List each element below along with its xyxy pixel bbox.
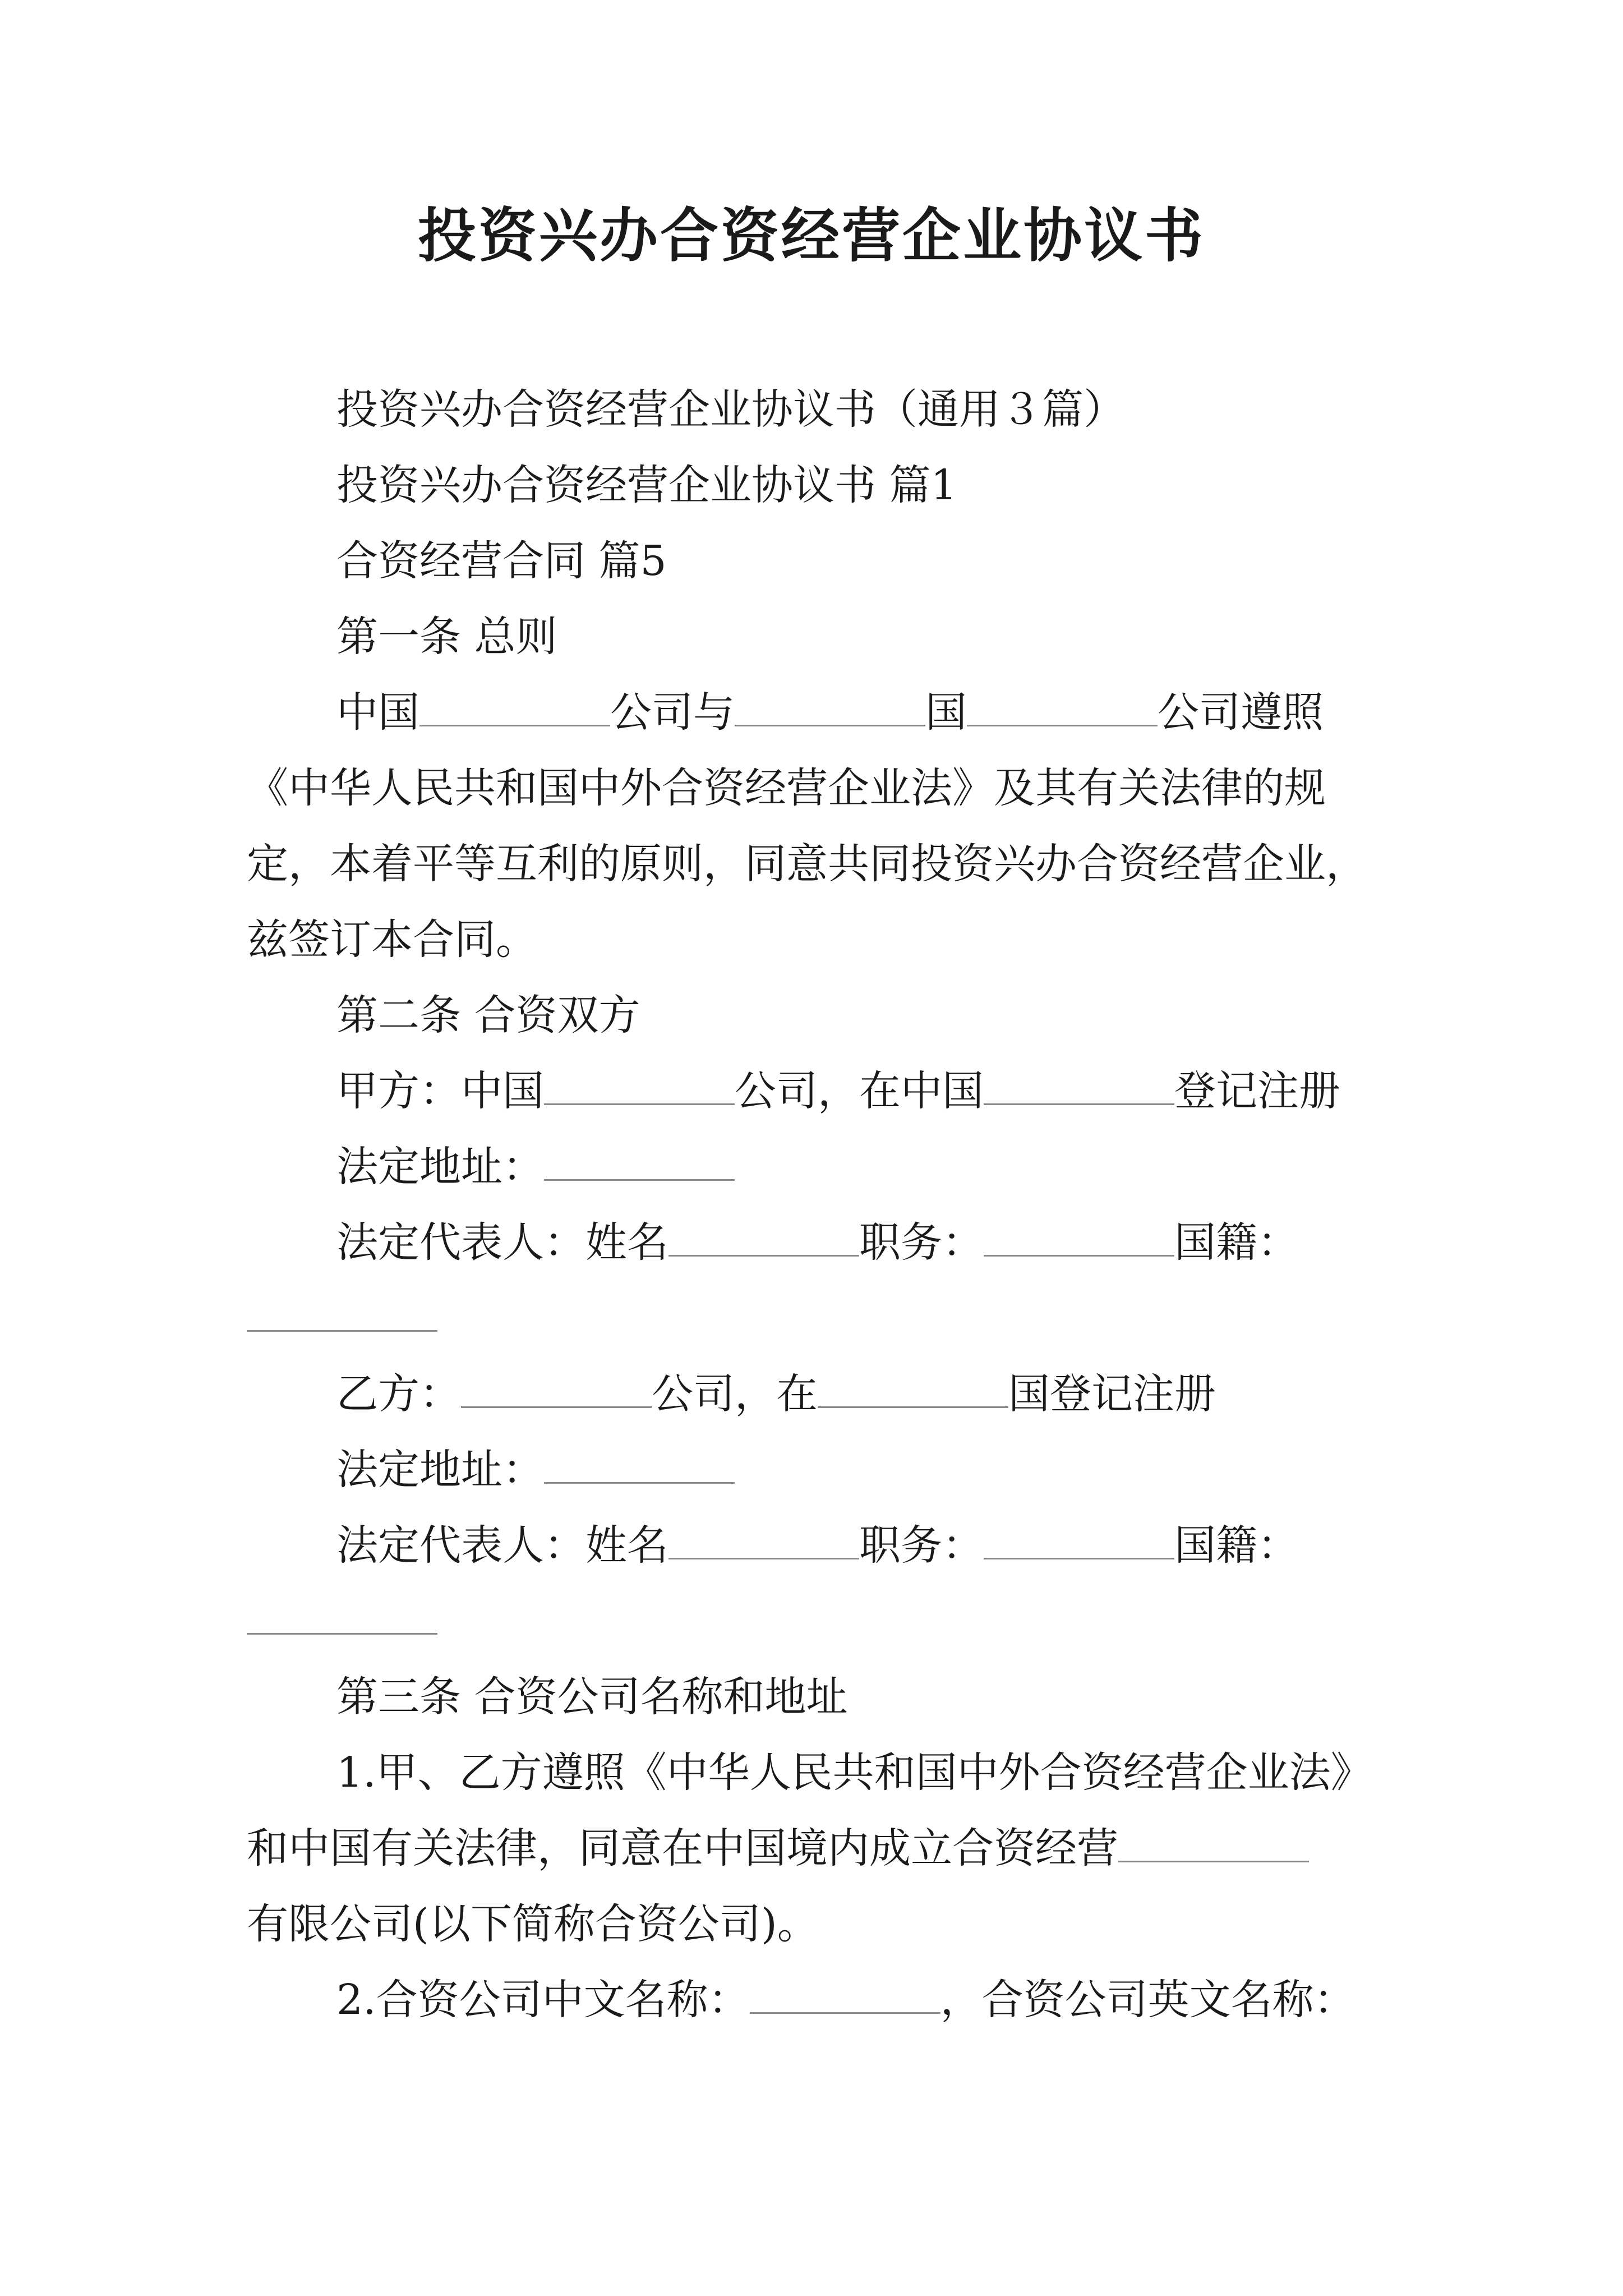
fill-in-blank[interactable] — [967, 687, 1158, 726]
fill-in-blank[interactable] — [818, 1369, 1008, 1408]
paragraph-line: 中国 公司与 国 公司遵照 — [336, 688, 1324, 737]
fill-in-blank[interactable] — [984, 1217, 1174, 1257]
fill-in-blank[interactable] — [461, 1369, 652, 1408]
fill-in-blank[interactable] — [668, 1520, 859, 1559]
section-heading: 投资兴办合资经营企业协议书 篇1 — [336, 461, 957, 509]
paragraph-line: 2.合资公司中文名称： ，合资公司英文名称： — [336, 1976, 1355, 2024]
section-heading: 合资经营合同 篇5 — [336, 537, 667, 585]
article-heading: 第二条 合资双方 — [336, 991, 640, 1039]
address-line: 法定地址： — [336, 1442, 735, 1498]
paragraph-line: 定，本着平等互利的原则，同意共同投资兴办合资经营企业， — [247, 840, 1367, 888]
article-heading: 第一条 总则 — [336, 613, 557, 661]
document-title: 投资兴办合资经营企业协议书 — [417, 201, 1205, 270]
paragraph-line: 有限公司(以下简称合资公司)。 — [247, 1900, 819, 1948]
fill-in-blank[interactable] — [247, 1632, 437, 1635]
article-heading: 第三条 合资公司名称和地址 — [336, 1673, 848, 1721]
party-b-line: 乙方： 公司，在 国登记注册 — [336, 1370, 1216, 1418]
paragraph-line: 《中华人民共和国中外合资经营企业法》及其有关法律的规 — [247, 764, 1326, 812]
fill-in-blank[interactable] — [247, 1329, 437, 1332]
paragraph-line: 和中国有关法律，同意在中国境内成立合资经营 — [247, 1820, 1309, 1876]
fill-in-blank[interactable] — [544, 1444, 735, 1484]
address-line: 法定地址： — [336, 1139, 735, 1195]
fill-in-blank[interactable] — [544, 1142, 735, 1181]
fill-in-blank[interactable] — [668, 1217, 859, 1257]
fill-in-blank[interactable] — [735, 687, 925, 726]
fill-in-blank[interactable] — [544, 1066, 735, 1105]
fill-in-blank[interactable] — [1118, 1823, 1309, 1862]
fill-in-blank[interactable] — [750, 1975, 940, 2014]
paragraph-line: 兹签订本合同。 — [247, 915, 537, 964]
paragraph-line: 1.甲、乙方遵照《中华人民共和国中外合资经营企业法》 — [336, 1749, 1372, 1797]
representative-line: 法定代表人：姓名 职务： 国籍： — [336, 1218, 1299, 1267]
party-a-line: 甲方：中国 公司，在中国 登记注册 — [336, 1067, 1340, 1115]
fill-in-blank[interactable] — [984, 1520, 1174, 1559]
subtitle-line: 投资兴办合资经营企业协议书（通用３篇） — [336, 385, 1125, 434]
fill-in-blank[interactable] — [984, 1066, 1174, 1105]
representative-line: 法定代表人：姓名 职务： 国籍： — [336, 1521, 1299, 1570]
fill-in-blank[interactable] — [419, 687, 610, 726]
